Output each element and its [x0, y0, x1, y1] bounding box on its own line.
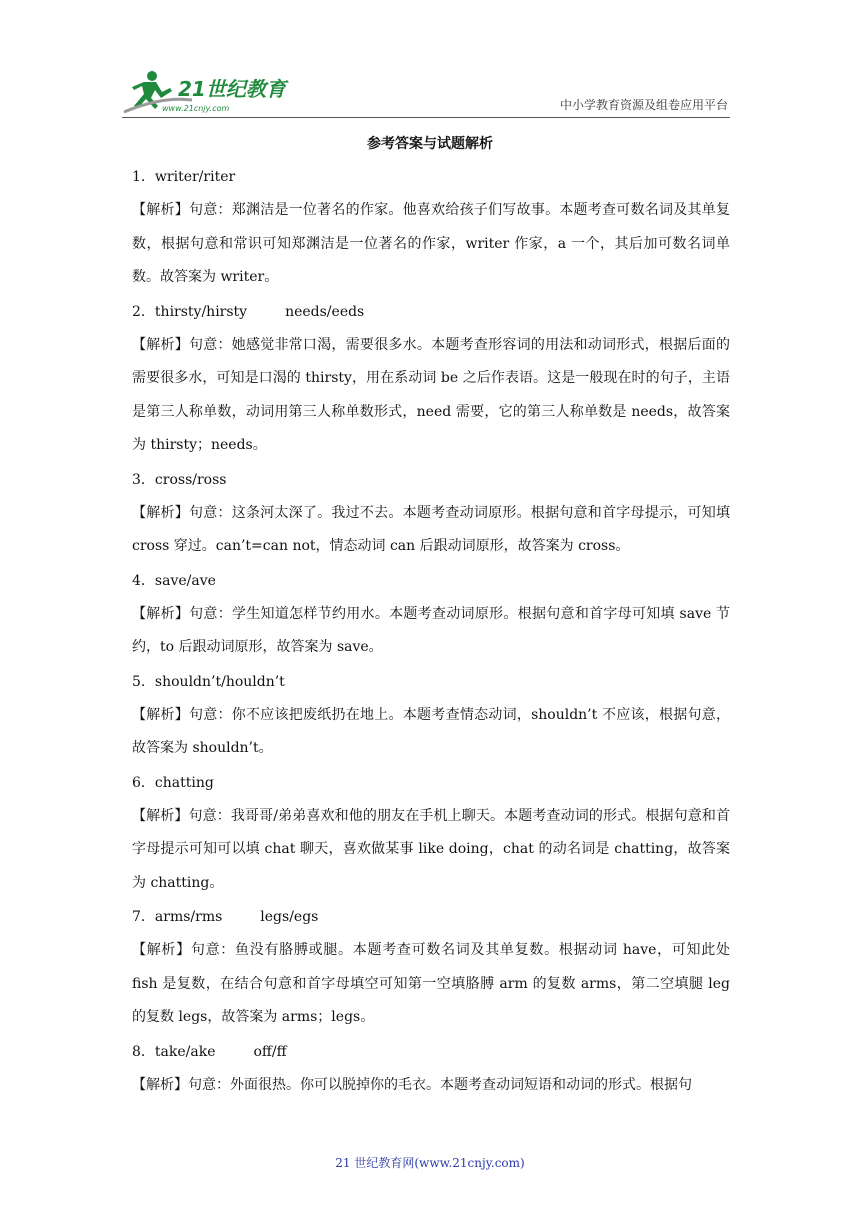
answer-item — [132, 463, 730, 564]
answer-item — [132, 564, 730, 665]
answer-text: cross/ross — [154, 471, 227, 488]
item-number: 7． — [132, 909, 155, 925]
item-number: 3． — [132, 471, 155, 488]
answer-text: chatting — [154, 774, 214, 791]
analysis-text: 【解析】句意：鱼没有胳膊或腿。本题考查可数名词及其单复数。根据动词 have，可知此处 fish 是复数，在结合句意和首字母填空可知第一空填胳膊 arm 的复数 arms，第二空填腿 leg 的复数 legs，故答案为 arms；legs。 — [132, 942, 730, 1025]
answer-list — [132, 160, 730, 1102]
answer-text: needs/eeds — [285, 303, 365, 320]
item-number: 6． — [132, 774, 155, 791]
answer-item — [132, 665, 730, 766]
page-header — [0, 0, 860, 120]
answer-item — [132, 900, 730, 1035]
answer-line — [132, 900, 730, 934]
logo-graphic — [122, 66, 292, 116]
logo-url: www.21cnjy.com — [162, 104, 230, 113]
answer-text: legs/egs — [260, 909, 319, 925]
analysis-text: 【解析】句意：她感觉非常口渴，需要很多水。本题考查形容词的用法和动词形式，根据后面的需要很多水，可知是口渴的 thirsty，用在系动词 be 之后作表语。这是一般现在时的句子，主语是第三人称单数，动词用第三人称单数形式，need 需要，它的第三人称单数是 needs，故答案为 thirsty；needs。 — [132, 336, 730, 453]
answer-line — [132, 766, 730, 800]
analysis-text: 【解析】句意：外面很热。你可以脱掉你的毛衣。本题考查动词短语和动词的形式。根据句 — [132, 1076, 692, 1093]
analysis-text: 【解析】句意：这条河太深了。我过不去。本题考查动词原形。根据句意和首字母提示，可知填 cross 穿过。can’t=can not，情态动词 can 后跟动词原形，故答案为 cross。 — [132, 504, 730, 554]
answer-line — [132, 463, 730, 497]
logo — [122, 66, 292, 116]
answer-text: thirsty/hirsty — [154, 303, 248, 320]
logo-text: 21世纪教育 — [178, 77, 286, 101]
answer-line — [132, 295, 730, 329]
answer-item — [132, 1035, 730, 1103]
answer-item — [132, 766, 730, 901]
item-number: 4． — [132, 572, 155, 589]
answer-line — [132, 1035, 730, 1069]
page-title: 参考答案与试题解析 — [367, 136, 493, 152]
answer-item — [132, 160, 730, 295]
answer-item — [132, 295, 730, 463]
item-number: 5． — [132, 673, 155, 690]
header-rule — [122, 117, 730, 118]
answer-text: arms/rms — [154, 909, 223, 925]
analysis-text: 【解析】句意：学生知道怎样节约用水。本题考查动词原形。根据句意和首字母可知填 save 节约，to 后跟动词原形，故答案为 save。 — [132, 605, 730, 655]
answer-text: writer/riter — [154, 169, 236, 185]
item-number: 1． — [132, 169, 155, 185]
analysis-text: 【解析】句意：你不应该把废纸扔在地上。本题考查情态动词，shouldn’t 不应该，根据句意，故答案为 shouldn’t。 — [132, 706, 730, 756]
platform-label: 中小学教育资源及组卷应用平台 — [559, 98, 728, 112]
answer-text: take/ake — [154, 1043, 216, 1060]
item-number: 8． — [132, 1043, 155, 1060]
page-footer: 21 世纪教育网(www.21cnjy.com) — [335, 1156, 525, 1170]
analysis-text: 【解析】句意：郑渊洁是一位著名的作家。他喜欢给孩子们写故事。本题考查可数名词及其单复数，根据句意和常识可知郑渊洁是一位著名的作家，writer 作家，a 一个，其后加可数名词单数。故答案为 writer。 — [132, 202, 730, 285]
answer-line — [132, 564, 730, 598]
answer-text: save/ave — [154, 572, 216, 589]
item-number: 2． — [132, 303, 155, 320]
answer-line — [132, 160, 730, 194]
answer-text: shouldn’t/houldn’t — [154, 673, 285, 690]
answer-line — [132, 665, 730, 699]
analysis-text: 【解析】句意：我哥哥/弟弟喜欢和他的朋友在手机上聊天。本题考查动词的形式。根据句意和首字母提示可知可以填 chat 聊天，喜欢做某事 like doing，chat 的动名词是 chatting，故答案为 chatting。 — [132, 807, 730, 891]
answer-text: off/ff — [253, 1043, 287, 1060]
